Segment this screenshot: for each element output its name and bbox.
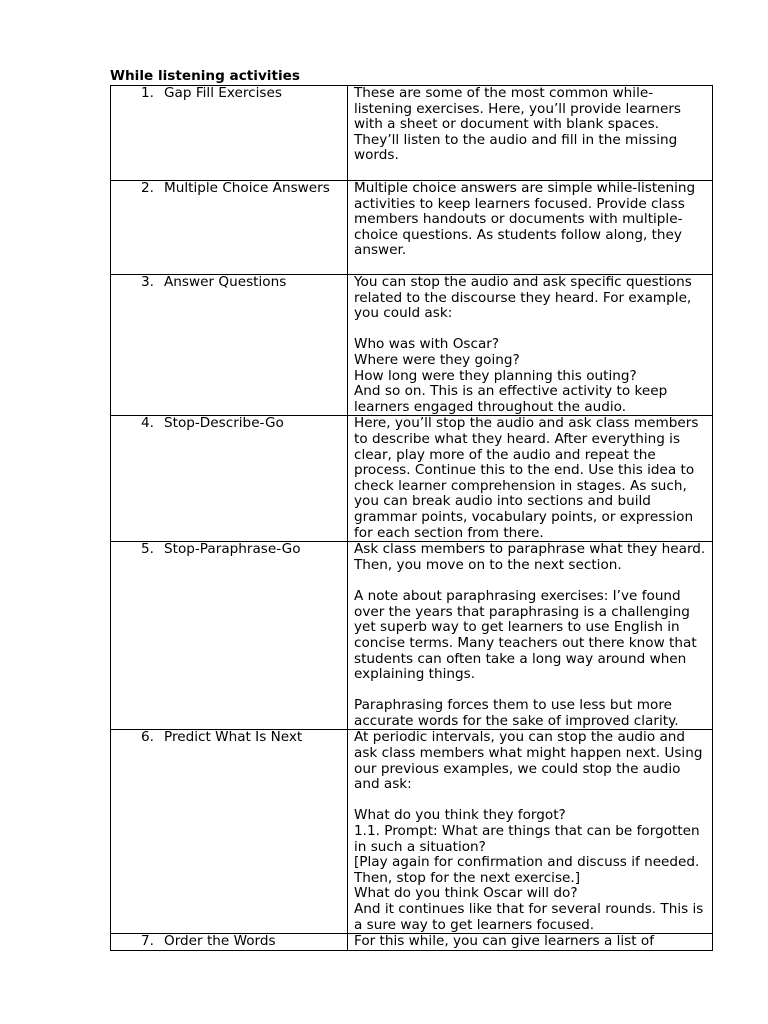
- table-row: [111, 181, 713, 275]
- description-paragraph: These are some of the most common while-listening exercises. Here, you’ll provide learners with a sheet or document with blank spaces. They’ll listen to the audio and fill in the missing words.: [354, 85, 682, 164]
- activity-name-cell: [111, 542, 348, 730]
- description-paragraph: And so on. This is an effective activity to keep learners engaged throughout the audio.: [354, 383, 668, 415]
- activity-name-cell: [111, 730, 348, 934]
- activity-number: 1.: [141, 85, 154, 101]
- activity-description-cell: [348, 275, 713, 416]
- table-row: [111, 730, 713, 934]
- description-line: What do you think Oscar will do?: [354, 885, 578, 902]
- description-paragraph: At periodic intervals, you can stop the audio and ask class members what might happen next. Using our previous examples, we could stop the audio and ask:: [354, 729, 703, 793]
- activity-description-cell: [348, 934, 713, 951]
- activity-name-cell: [111, 934, 348, 951]
- activity-number: 7.: [141, 933, 154, 950]
- document-title: While listening activities: [110, 68, 300, 84]
- description-paragraph: A note about paraphrasing exercises: I’ve found over the years that paraphrasing is a challenging yet superb way to get learners to use English in concise terms. Many teachers out there know that students can often take a long way around when explaining things.: [354, 588, 697, 683]
- activity-name: Predict What Is Next: [164, 729, 303, 746]
- description-paragraph: Paraphrasing forces them to use less but more accurate words for the sake of improved clarity.: [354, 697, 679, 729]
- description-paragraph: Multiple choice answers are simple while-listening activities to keep learners focused. Provide class members handouts or documents with multiple-choice questions. As students follow along, they answer.: [354, 180, 696, 259]
- activity-name: Order the Words: [164, 933, 276, 950]
- description-paragraph: Ask class members to paraphrase what they heard. Then, you move on to the next section.: [354, 541, 706, 573]
- table-row: [111, 416, 713, 542]
- description-line: What do you think they forgot?: [354, 807, 566, 824]
- activity-name: Stop-Describe-Go: [164, 415, 284, 432]
- activity-number: 3.: [141, 274, 154, 290]
- description-paragraph: For this while, you can give learners a list of: [354, 933, 654, 950]
- description-paragraph: Here, you’ll stop the audio and ask class members to describe what they heard. After everything is clear, play more of the audio and repeat the process. Continue this to the end. Use this idea to check learner comprehension in stages. As such, you can break audio into sections and build grammar points, vocabulary points, or expression for each section from there.: [354, 415, 699, 541]
- activity-number: 6.: [141, 729, 154, 746]
- activity-name: Answer Questions: [164, 274, 287, 290]
- activity-number: 5.: [141, 541, 154, 558]
- activity-description-cell: [348, 416, 713, 542]
- activity-name: Multiple Choice Answers: [164, 180, 330, 196]
- activities-table: [110, 85, 713, 951]
- description-line: How long were they planning this outing?: [354, 367, 637, 384]
- description-paragraph: And it continues like that for several rounds. This is a sure way to get learners focused.: [354, 901, 704, 933]
- description-paragraph: You can stop the audio and ask specific questions related to the discourse they heard. For example, you could ask:: [354, 274, 692, 322]
- table-row: [111, 275, 713, 416]
- activity-name-cell: [111, 275, 348, 416]
- activity-name-cell: [111, 86, 348, 181]
- activity-name: Stop-Paraphrase-Go: [164, 541, 301, 558]
- activity-description-cell: [348, 542, 713, 730]
- activity-description-cell: [348, 181, 713, 275]
- activity-name-cell: [111, 416, 348, 542]
- activity-number: 2.: [141, 180, 154, 196]
- activity-number: 4.: [141, 415, 154, 432]
- table-row: [111, 934, 713, 951]
- table-row: [111, 86, 713, 181]
- description-line: Who was with Oscar?: [354, 336, 500, 353]
- activity-name: Gap Fill Exercises: [164, 85, 282, 101]
- activity-description-cell: [348, 86, 713, 181]
- description-line: Where were they going?: [354, 351, 520, 368]
- table-row: [111, 542, 713, 730]
- description-line: [Play again for confirmation and discuss if needed. Then, stop for the next exercise.]: [354, 854, 700, 886]
- activity-description-cell: [348, 730, 713, 934]
- description-line: 1.1. Prompt: What are things that can be forgotten in such a situation?: [354, 823, 700, 855]
- activity-name-cell: [111, 181, 348, 275]
